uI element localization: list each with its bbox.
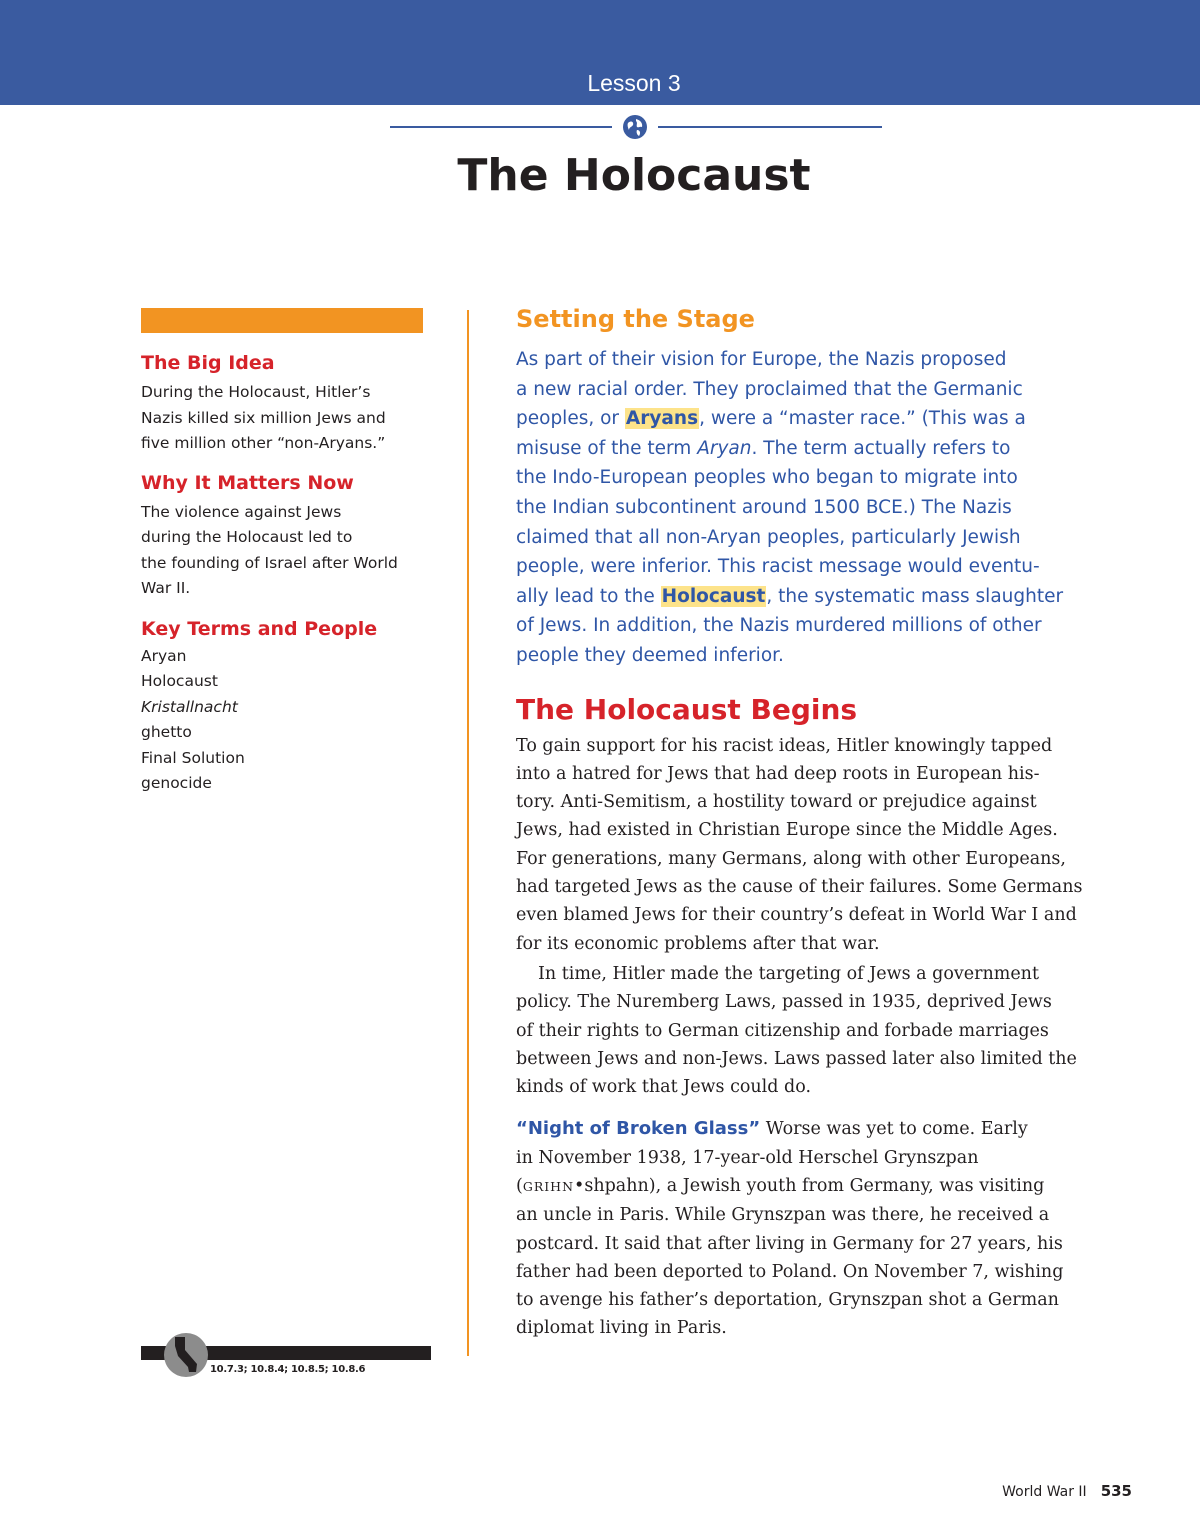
text-line: To gain support for his racist ideas, Hitler knowingly tapped [516,735,1053,756]
text-line [516,434,1136,464]
text-line: even blamed Jews for their country’s defeat in World War I and [516,905,1077,926]
key-term: genocide [141,774,212,793]
key-term-highlight: Aryans [625,408,699,430]
text-line: an uncle in Paris. While Grynszpan was there, he received a [516,1205,1050,1226]
text-line: between Jews and non-Jews. Laws passed later also limited the [516,1048,1077,1069]
big-idea-heading: The Big Idea [141,352,275,374]
text-run: , were a “master race.” (This was a [699,408,1026,430]
text-line [516,582,1136,612]
text-line: kinds of work that Jews could do. [516,1077,812,1098]
page-footer [980,1482,1132,1500]
text-line: father had been deported to Poland. On November 7, wishing [516,1261,1064,1282]
header-rule-left [390,126,612,128]
column-divider [467,310,469,1356]
text-line: the Indo-European peoples who began to migrate into [516,467,1018,489]
text-run: ( [516,1175,523,1196]
key-term: Kristallnacht [141,697,238,716]
main-column [516,300,1136,1343]
key-term: Aryan [141,646,187,665]
text-line: to avenge his father’s deportation, Grynszpan shot a German [516,1290,1059,1311]
text-line: War II. [141,579,191,597]
key-terms-list [141,644,431,798]
key-term-highlight: Holocaust [661,585,766,607]
text-line [516,404,1136,434]
footer-label: World War II [1002,1484,1087,1500]
lesson-label: Lesson 3 [587,70,681,96]
text-line: of Jews. In addition, the Nazis murdered millions of other [516,615,1042,637]
big-idea-text [141,380,431,457]
text-run: misuse of the term [516,437,698,459]
text-line: in November 1938, 17-year-old Herschel Grynszpan [516,1147,979,1168]
why-it-matters-heading: Why It Matters Now [141,471,354,494]
text-line: postcard. It said that after living in Germany for 27 years, his [516,1233,1063,1254]
california-icon [163,1332,209,1378]
sidebar [141,352,431,797]
text-line: Nazis killed six million Jews and [141,408,386,427]
globe-icon [622,114,648,140]
setting-the-stage-heading: Setting the Stage [516,305,755,333]
page-number: 535 [1100,1482,1132,1500]
text-line: tory. Anti-Semitism, a hostility toward or prejudice against [516,792,1037,813]
text-line [516,1115,1136,1143]
text-line: had targeted Jews as the cause of their failures. Some Germans [516,877,1083,898]
key-term: ghetto [141,723,192,742]
text-run: , the systematic mass slaughter [766,585,1064,607]
text-line: diplomat living in Paris. [516,1318,727,1339]
text-run: Aryan [697,437,752,459]
paragraph [516,732,1136,958]
paragraph [516,960,1136,1101]
text-line: a new racial order. They proclaimed that the Germanic [516,378,1023,400]
why-it-matters-text [141,500,431,602]
page-title: The Holocaust [457,150,811,201]
text-line: In time, Hitler made the targeting of Jews a government [538,963,1039,984]
text-run: Worse was yet to come. Early [765,1119,1028,1140]
paragraph [516,1115,1136,1342]
text-line: policy. The Nuremberg Laws, passed in 1935, deprived Jews [516,992,1052,1013]
text-line: people, were inferior. This racist message would eventu- [516,556,1040,578]
text-line: claimed that all non-Aryan peoples, particularly Jewish [516,526,1021,548]
header-rule-right [658,126,882,128]
text-line: five million other “non-Aryans.” [141,434,386,452]
section-heading: The Holocaust Begins [516,692,858,726]
text-run: . The term actually refers to [751,437,1011,459]
text-line: Jews, had existed in Christian Europe since the Middle Ages. [516,820,1058,841]
key-term: Holocaust [141,672,218,691]
text-line: the Indian subcontinent around 1500 BCE.) The Nazis [516,496,1012,518]
text-line: people they deemed inferior. [516,644,784,666]
text-line: The violence against Jews [141,502,342,521]
pronunciation: GRIHN [522,1178,575,1194]
text-line: of their rights to German citizenship and forbade marriages [516,1020,1049,1041]
key-term: Final Solution [141,748,245,767]
text-run: ally lead to the [516,585,661,607]
text-line: into a hatred for Jews that had deep roots in European his- [516,763,1040,784]
text-line: During the Holocaust, Hitler’s [141,383,371,401]
subheading: “Night of Broken Glass” [516,1118,761,1140]
setting-the-stage-text [516,345,1136,671]
text-line [516,1172,1136,1201]
text-line: for its economic problems after that war. [516,933,880,954]
standards-codes: 10.7.3; 10.8.4; 10.8.5; 10.8.6 [210,1364,366,1375]
text-run: peoples, or [516,408,625,430]
text-run: •shpahn), a Jewish youth from Germany, was visiting [574,1175,1045,1196]
key-terms-heading: Key Terms and People [141,617,378,640]
text-line: the founding of Israel after World [141,553,398,572]
text-line: For generations, many Germans, along with other Europeans, [516,848,1066,869]
sidebar-accent-bar [141,308,423,333]
text-line: As part of their vision for Europe, the Nazis proposed [516,349,1007,370]
text-line: during the Holocaust led to [141,528,353,546]
